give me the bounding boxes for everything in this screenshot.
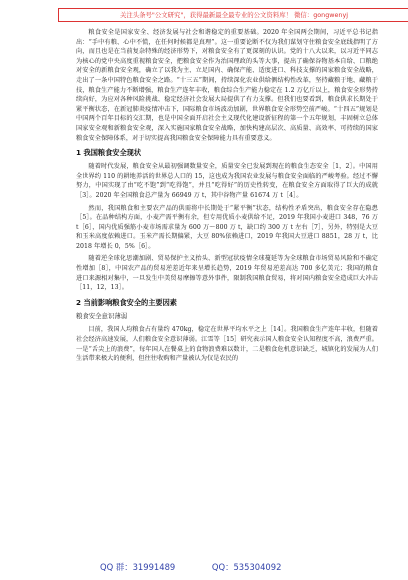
section1-paragraph-3: 随着逆全球化思潮加剧、贸易保护主义抬头、新型冠状疫情全球蔓延等为全球粮食市场贸易风险和不确定性增加［8］，中国农产品的贸易逆差近年来呈增长趋势，2019 年贸易逆差高达 700 多亿美元；我国的粮食进口来源相对集中，一旦发生中美贸易摩擦等意外事件，限制我国粮食贸易，将对国内粮食安全造成巨大冲击［11，12，13］。 xyxy=(76,255,378,292)
intro-paragraph: 粮食安全是国家安全、经济发展与社会和谐稳定的重要基础。2020 年全国两会期间，习近平总书记指出：“手中有粮、心中不慌，在任何时候都是真理”。这一重要论断不仅为我们谋划守住粮食安全底线指明了方向，而且也是在当前复杂特殊的经济形势下，对粮食安全有了更深刻的认识。党的十八大以来，以习近平同志为核心的党中央高度重视粮食安全，把粮食安全作为治国理政的头等大事，提出了确保谷物基本自给、口粮绝对安全的新粮食安全观，确立了以我为主、立足国内、确保产能、适度进口、科技支撑的国家粮食安全战略，走出了一条中国特色粮食安全之路。“十三五”期间，持续深化农业供给侧结构性改革，坚持藏粮于地、藏粮于技，粮食生产能力不断增强，粮食生产连年丰收，粮食综合生产能力稳定在 1.2 万亿斤以上，粮食安全形势持续向好，为应对各种风险挑战、稳定经济社会发展大局提供了有力支撑。但我们也要看到，粮食供求长期处于紧平衡状态，在新冠肺炎疫情冲击下，国际粮食市场波动加剧，世界粮食安全形势空前严峻。“十四五”规划是中国两个百年目标的交汇期，也是中国全面开启社会主义现代化建设新征程的第一个五年规划，丰固树立总体国家安全观和新粮食安全观，深入实施国家粮食安全战略，加快构建高层次、高质量、高效率、可持续的国家粮食安全保障体系，对于切实提高我国粮食安全保障能力具有重要意义。 xyxy=(76,29,378,142)
contact-footer xyxy=(100,561,330,575)
subsection-heading: 粮食安全意识薄弱 xyxy=(76,311,128,320)
qq-number-text: QQ：535304092 xyxy=(211,562,282,572)
section-heading-1: 1 我国粮食安全现状 xyxy=(76,148,142,158)
section-heading-2: 2 当前影响粮食安全的主要因素 xyxy=(76,297,177,307)
article-body xyxy=(76,28,378,367)
section1-paragraph-1: 随着时代发展，粮食安全从最初强调数量安全，质量安全已发展到现在的粮食生态安全［1，2］。中国用全世界约 110 的耕地养活的世界总人口的 15，这也成为我国农业发展与粮食安全面临的严峻考验。经过不懈努力，中国实现了由“吃不饱”到“吃得饱”，并且“吃得好”的历史性转变，在粮食安全方面取得了巨大的成就［3］。2020 年全国粮食总产量为 66949 万 t，其中谷物产量 61674 万 t［4］。 xyxy=(76,163,378,199)
section2-paragraph-1: 目前，我国人均粮食占有量约 470kg，稳定在世界平均水平之上［14］。我国粮食生产连年丰收，但随着社会经济高速发展，人们粮食安全意识薄弱。江雪等［15］研究表示国人粮食安全认知程度不高，浪费严重。一是“舌尖上的浪费”，每年国人在餐桌上的食物浪费难以数计，二是粮食危机意识缺乏，城镇化的发展为人们生活带来极大的便利，但往往收购和产量被认为仅是农民的 xyxy=(76,326,378,363)
section1-paragraph-2: 然而，我国粮食和主要农产品的供需将中长期处于“紧平衡”状态，结构性矛盾突出，粮食安全存在隐患［5］。在品种结构方面，小麦产需平衡有余，但专用优质小麦供给不足，2019 年我国小麦进口 348，76 万 t［6］，国内优质强筋小麦市场需求量为 600 万～800 万 t，缺口约 300 万 t 左右［7］，另外，特别是大豆和玉米高度依赖进口。玉米产需长期偏紧，大豆 80%依赖进口，2019 年我国大豆进口 8851，28 万 t，比 2018 年增长 0，5%［6］。 xyxy=(76,204,378,250)
promo-banner: 关注头条号"公文研究"，获得最新最全最专业的公文资料库！ 微信：gongwenyj xyxy=(58,8,408,22)
qq-group-text: QQ 群：31991489 xyxy=(100,562,176,572)
